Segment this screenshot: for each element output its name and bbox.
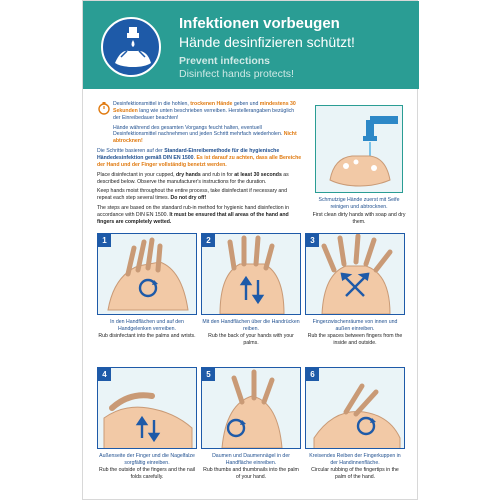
step-number: 6 <box>306 368 319 381</box>
step-caption-de: Mit den Handflächen über die Handrücken reiben. <box>202 319 300 332</box>
step-2-image <box>201 233 301 315</box>
step-caption-en: Rub the outside of the fingers and the nail folds carefully. <box>98 467 196 480</box>
step-caption-de: Außenseite der Finger und die Nagelfalze sorgfältig einreiben. <box>99 453 195 466</box>
side-caption-de: Schmutzige Hände zuerst mit Seife reinigen und abtrocknen. <box>318 197 400 210</box>
intro-en-2: Keep hands moist throughout the entire process, take disinfectant if necessary and repeat each step several times. Do not dry off! <box>97 188 288 202</box>
step-number: 3 <box>306 234 319 247</box>
washing-hands-image <box>315 105 403 193</box>
header-banner <box>83 1 419 89</box>
side-caption-en: First clean dirty hands with soap and dry them. <box>312 212 406 225</box>
intro-de-2: Hände während des gesamten Vorgangs feucht halten, eventuell Desinfektionsmittel nachnehmen und jeden Schritt mehrfach wiederholen. Nicht abtrocknen! <box>113 124 297 145</box>
step-number: 2 <box>202 234 215 247</box>
intro-en-1: Place disinfectant in your cupped, dry hands and rub in for at least 30 seconds as described below. Observe the manufacturer's instructions for the duration. <box>97 171 289 185</box>
step-caption-de: Fingerzwischenräume von innen und außen einreiben. <box>312 319 398 332</box>
step-caption-en: Rub the back of your hands with your palms. <box>208 333 294 346</box>
step-caption-de: In den Handflächen und auf den Handgelenken verreiben. <box>110 319 184 332</box>
title-en: Prevent infections <box>179 55 271 67</box>
step-caption-en: Circular rubbing of the fingertips in the palm of the hand. <box>311 467 399 480</box>
hand-disinfection-mandatory-icon <box>101 17 161 77</box>
title-de: Infektionen vorbeugen <box>179 15 340 32</box>
instructions-text <box>97 101 303 229</box>
step-caption-de: Daumen und Daumennägel in der Handfläche einreiben. <box>212 453 290 466</box>
step-1-image <box>97 233 197 315</box>
step-caption-en: Rub thumbs and thumbnails into the palm of your hand. <box>203 467 299 480</box>
intro-de-1: Desinfektionsmittel in die hohlen, trockenen Hände geben und mindestens 30 Sekunden lang wie unten beschrieben verreiben. Herstellerangaben bezüglich der Einreibedauer beachten! <box>113 101 296 121</box>
step-6-image <box>305 367 405 449</box>
intro-en-3: The steps are based on the standard rub-in method for hygienic hand disinfection in accordance with DIN EN 1500. It must be ensured that all areas of the hand and fingers are completely wetted. <box>97 205 290 225</box>
subtitle-de: Hände desinfizieren schützt! <box>179 34 355 50</box>
intro-de-3: Die Schritte basieren auf der Standard-Einreibemethode für die hygienische Händedesinfektion gemäß DIN EN 1500. Es ist darauf zu achten, dass alle Bereiche der Hand und der Finger vollständig benetzt werden. <box>97 148 302 168</box>
step-caption-en: Rub disinfectant into the palms and wrists. <box>98 333 196 339</box>
step-number: 4 <box>98 368 111 381</box>
step-caption-en: Rub the spaces between fingers from the inside and outside. <box>307 333 403 346</box>
step-number: 5 <box>202 368 215 381</box>
step-caption-de: Kreisendes Reiben der Fingerkuppen in der Handinnenfläche. <box>309 453 401 466</box>
poster <box>82 0 418 500</box>
step-3-image <box>305 233 405 315</box>
step-5-image <box>201 367 301 449</box>
step-number: 1 <box>98 234 111 247</box>
subtitle-en: Disinfect hands protects! <box>179 68 294 80</box>
step-4-image <box>97 367 197 449</box>
